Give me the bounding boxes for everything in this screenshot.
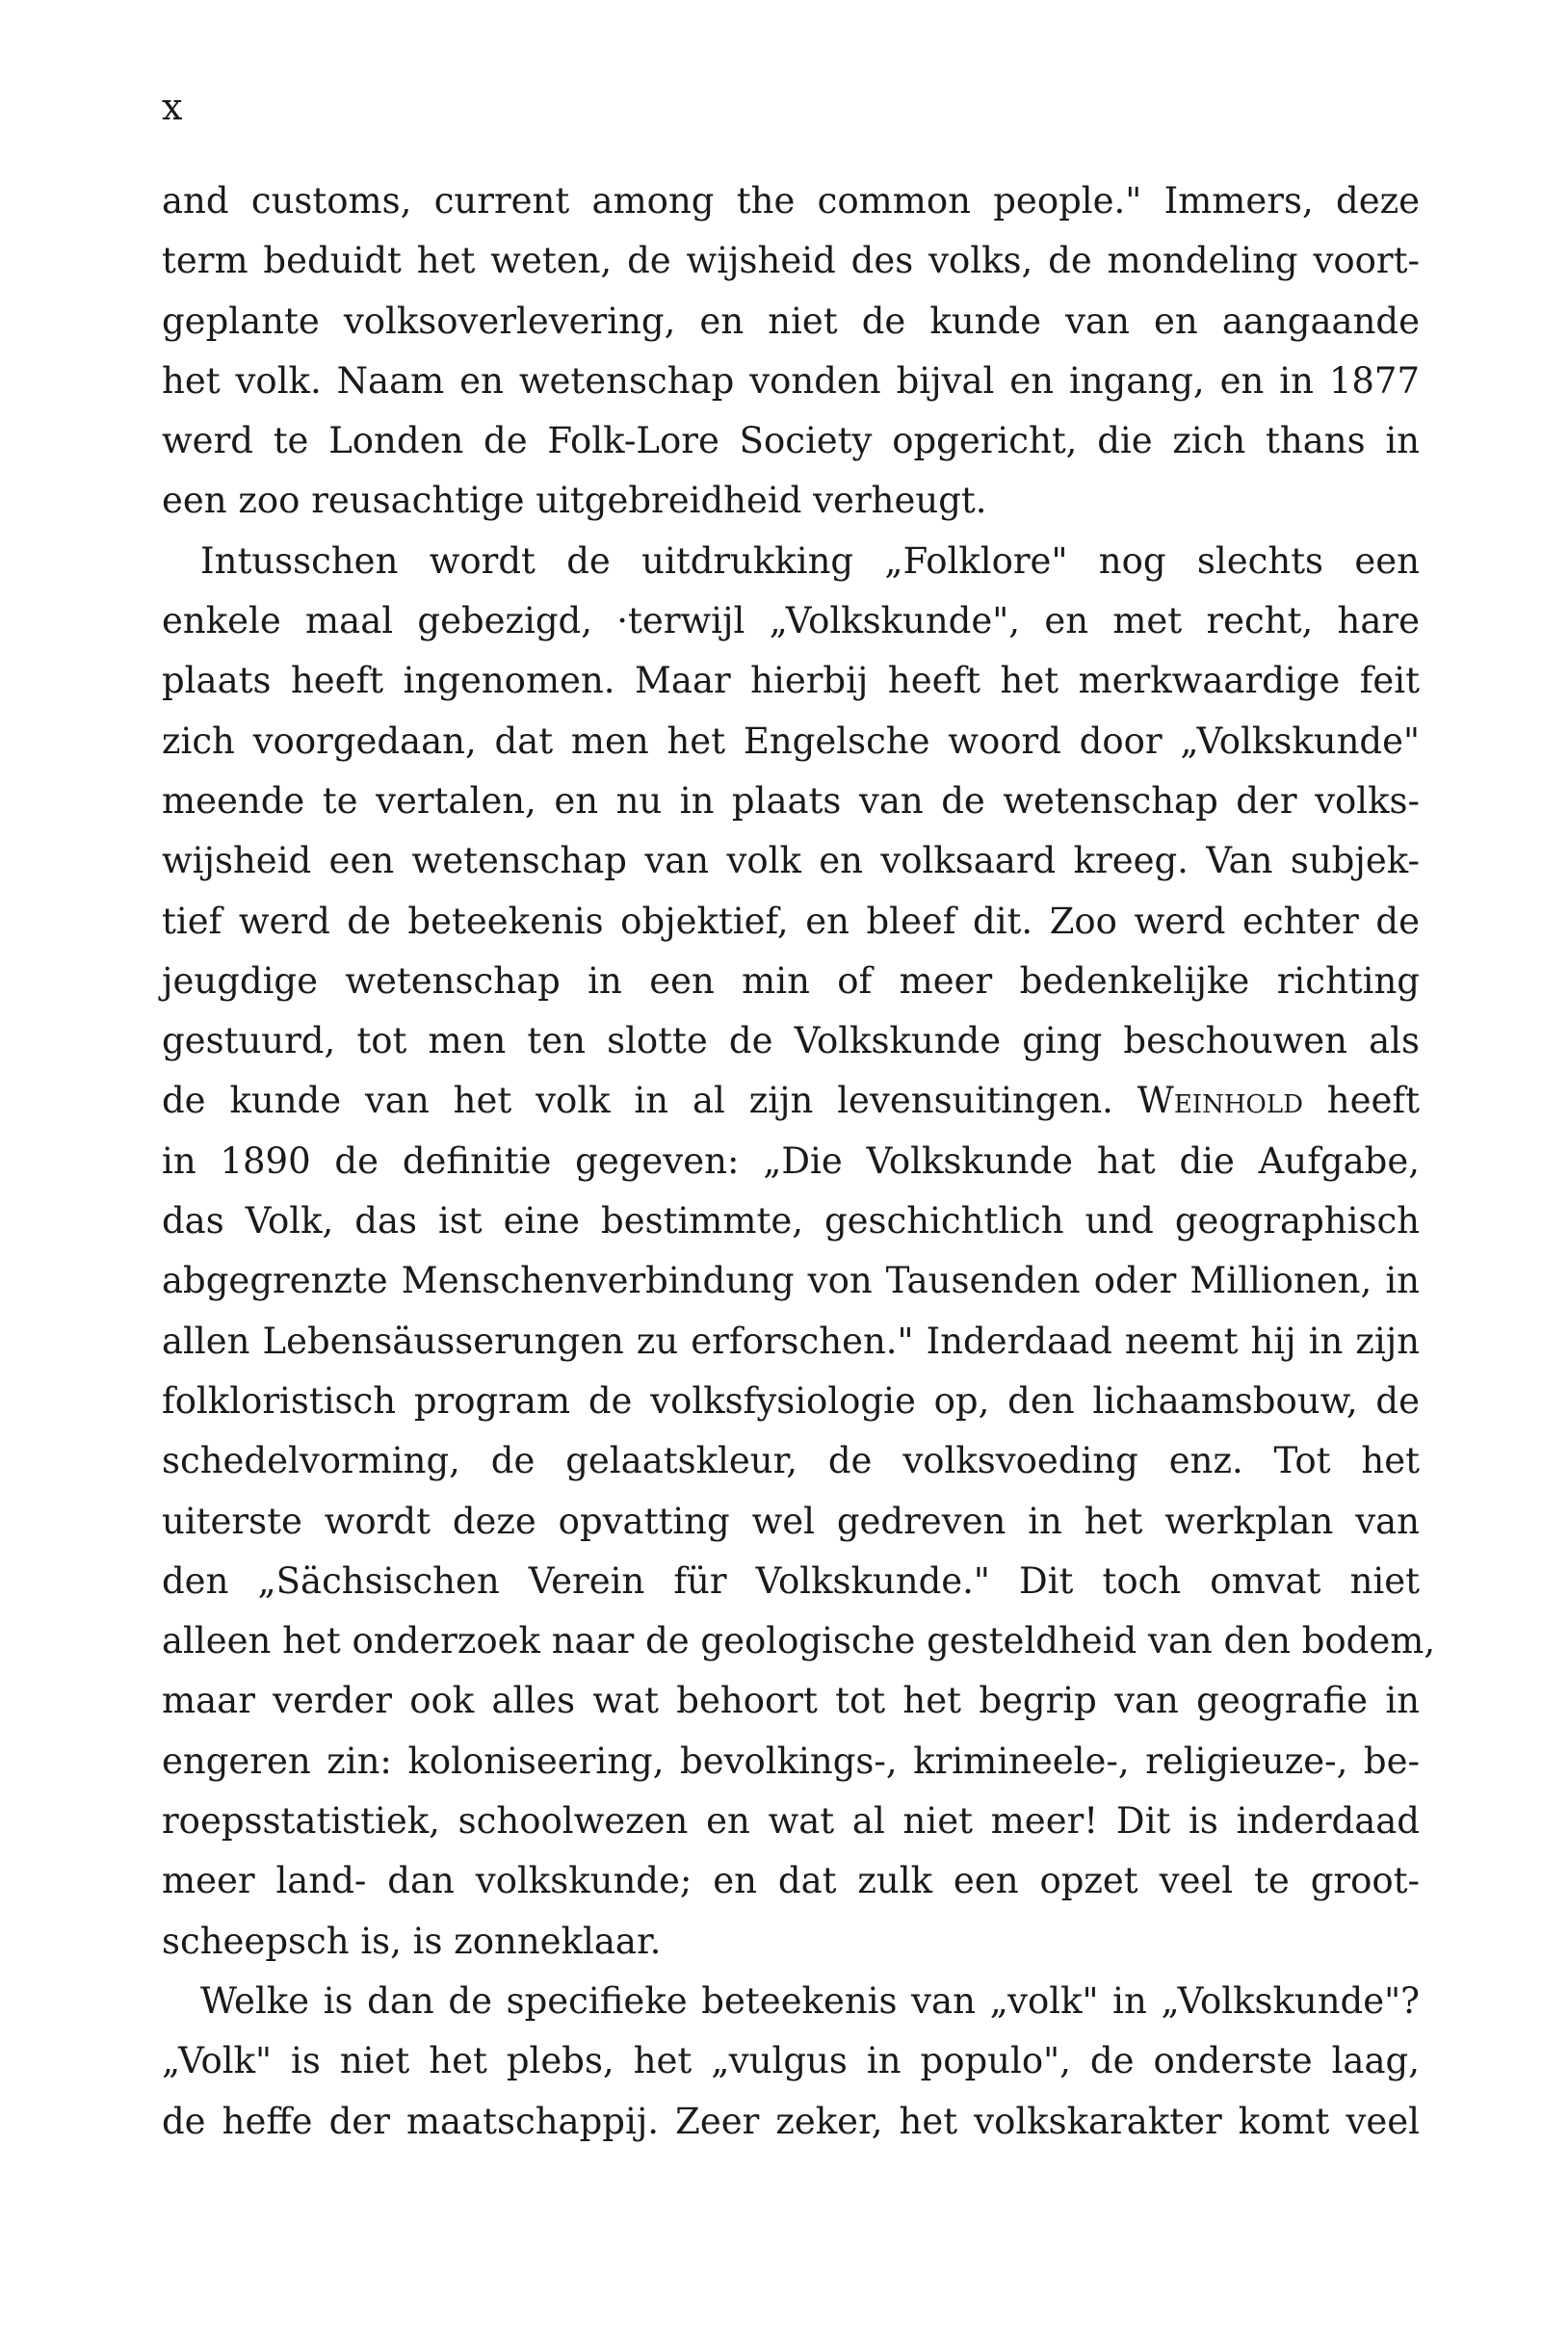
text-line: Welke is dan de specifieke beteekenis van „volk" in „Volkskunde"? [200, 1979, 1420, 2022]
text-line: das Volk, das ist eine bestimmte, geschichtlich und geographisch [162, 1200, 1420, 1243]
author-name-smallcaps: Weinhold [1137, 1080, 1303, 1122]
text-line: engeren zin: koloniseering, bevolkings-, krimineele-, religieuze-, be- [162, 1740, 1420, 1782]
text-line: werd te Londen de Folk-Lore Society opgericht, die zich thans in [162, 420, 1420, 462]
text-line: geplante volksoverlevering, en niet de kunde van en aangaande [162, 300, 1420, 342]
paragraph [162, 532, 1436, 1972]
paragraph [162, 171, 1420, 532]
text-line: term beduidt het weten, de wijsheid des volks, de mondeling voort- [162, 240, 1420, 282]
text-line: abgegrenzte Menschenverbindung von Tausenden oder Millionen, in [162, 1260, 1420, 1302]
text-line: meer land- dan volkskunde; en dat zulk een opzet veel te groot- [162, 1860, 1420, 1902]
text-line: den „Sächsischen Verein für Volkskunde." Dit toch omvat niet [162, 1559, 1420, 1602]
text-line: maar verder ook alles wat behoort tot het begrip van geografie in [162, 1680, 1420, 1722]
text-line: Intusschen wordt de uitdrukking „Folklore" nog slechts een [200, 539, 1420, 582]
text-line: zich voorgedaan, dat men het Engelsche woord door „Volkskunde" [162, 720, 1420, 762]
text-line: folkloristisch program de volksfysiologie op, den lichaamsbouw, de [162, 1379, 1420, 1422]
page-number: x [162, 86, 184, 128]
text-line: meende te vertalen, en nu in plaats van de wetenschap der volks- [162, 779, 1420, 822]
text-line: tief werd de beteekenis objektief, en bleef dit. Zoo werd echter de [162, 900, 1420, 942]
body-text [162, 171, 1436, 2152]
text-line: wijsheid een wetenschap van volk en volksaard kreeg. Van subjek- [162, 840, 1420, 882]
text-line: „Volk" is niet het plebs, het „vulgus in populo", de onderste laag, [162, 2040, 1420, 2082]
text-line: in 1890 de definitie gegeven: „Die Volkskunde hat die Aufgabe, [162, 1139, 1420, 1182]
text-line: roepsstatistiek, schoolwezen en wat al niet meer! Dit is inderdaad [162, 1800, 1420, 1843]
text-line: and customs, current among the common people." Immers, deze [162, 180, 1420, 222]
text-line: plaats heeft ingenomen. Maar hierbij heeft het merkwaardige feit [162, 660, 1420, 702]
text-line: allen Lebensäusserungen zu erforschen." Inderdaad neemt hij in zijn [162, 1320, 1420, 1362]
text-line: een zoo reusachtige uitgebreidheid verheugt. [162, 480, 987, 522]
text-line: de heffe der maatschappij. Zeer zeker, het volkskarakter komt veel [162, 2100, 1420, 2142]
text-line: het volk. Naam en wetenschap vonden bijval en ingang, en in 1877 [162, 359, 1420, 402]
text-line: scheepsch is, is zonneklaar. [162, 1920, 662, 1962]
text-line: alleen het onderzoek naar de geologische gesteldheid van den bodem, [162, 1620, 1436, 1662]
text-line: gestuurd, tot men ten slotte de Volkskunde ging beschouwen als [162, 1020, 1420, 1062]
text-line: uiterste wordt deze opvatting wel gedreven in het werkplan van [162, 1500, 1420, 1542]
text-line: enkele maal gebezigd, ·terwijl „Volkskunde", en met recht, hare [162, 600, 1420, 642]
text-line: jeugdige wetenschap in een min of meer bedenkelijke richting [162, 959, 1420, 1002]
text-line: de kunde van het volk in al zijn levensuitingen. Weinhold heeft [162, 1080, 1420, 1122]
text-line: schedelvorming, de gelaatskleur, de volksvoeding enz. Tot het [162, 1440, 1420, 1482]
paragraph [162, 1972, 1420, 2152]
